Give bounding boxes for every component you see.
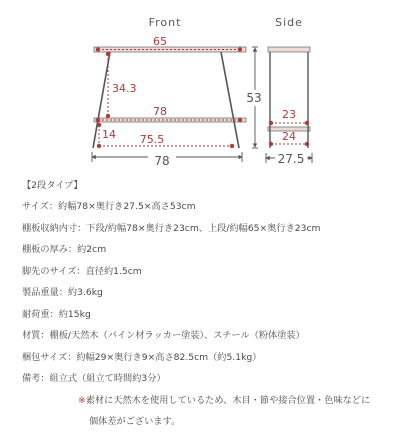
side-top-shelf: [268, 47, 310, 52]
dim-dot: [269, 121, 273, 125]
spec-material: 材質：棚板/天然木（パイン材ラッカー塗装）、スチール（粉体塗装）: [22, 330, 305, 341]
side-view-label: Side: [275, 16, 303, 29]
dim-dot: [305, 142, 309, 146]
spec-inner-size: 棚板収納内寸：下段/約幅78×奥行き23cm、上段/約幅65×奥行き23cm: [22, 222, 321, 234]
side-overall-depth-value: 27.5: [277, 152, 305, 166]
spec-list: [22, 180, 392, 438]
dim-dot: [96, 47, 100, 51]
side-top-depth-value: 23: [282, 108, 296, 121]
dimension-diagram: [0, 0, 400, 172]
note-mark: ※: [78, 394, 86, 406]
dim-dot: [106, 114, 110, 118]
spec-note: [22, 395, 392, 417]
spec-package: 梱包サイズ：約幅29×奥行き9×高さ82.5cm（約5.1kg）: [22, 351, 262, 363]
front-right-leg: [221, 52, 239, 148]
spec-remarks: 備考：組立式（組立て時間約3分）: [22, 373, 166, 384]
diagram-svg: [0, 0, 400, 172]
dim-dot: [106, 52, 110, 56]
note-text-line2: 個体差がございます。: [89, 416, 181, 427]
front-view-label: Front: [148, 16, 182, 29]
spec-size: サイズ：約幅78×奥行き27.5×高さ53cm: [22, 201, 196, 212]
front-view: [92, 35, 246, 168]
top-width-value: 65: [153, 35, 167, 48]
spec-weight: 製品重量：約3.6kg: [22, 287, 103, 298]
upper-height-value: 34.3: [112, 82, 137, 95]
lower-shelf-width-value: 78: [153, 105, 167, 118]
overall-height: [242, 47, 266, 148]
dim-dot: [238, 47, 242, 51]
spec-load: 耐荷重：約15kg: [22, 308, 91, 320]
dim-dot: [97, 123, 101, 127]
dim-dot: [230, 144, 234, 148]
spec-foot-size: 脚先のサイズ：直径約1.5cm: [22, 265, 142, 277]
note-text-line1: 素材に天然木を使用しているため、木目・節や接合位置・色味などに: [85, 394, 371, 406]
spec-heading: 【2段タイプ】: [22, 180, 83, 191]
spec-thickness: 棚板の厚み：約2cm: [22, 244, 107, 255]
dim-dot: [305, 121, 309, 125]
dim-dot: [269, 142, 273, 146]
dim-dot: [238, 118, 242, 122]
side-bottom-depth-value: 24: [282, 130, 296, 143]
leg-height-value: 14: [102, 128, 116, 141]
side-view: [266, 47, 312, 166]
overall-height-value: 53: [246, 91, 262, 105]
dim-dot: [96, 118, 100, 122]
overall-width-value: 78: [154, 154, 170, 168]
inner-width-value: 75.5: [139, 133, 165, 146]
